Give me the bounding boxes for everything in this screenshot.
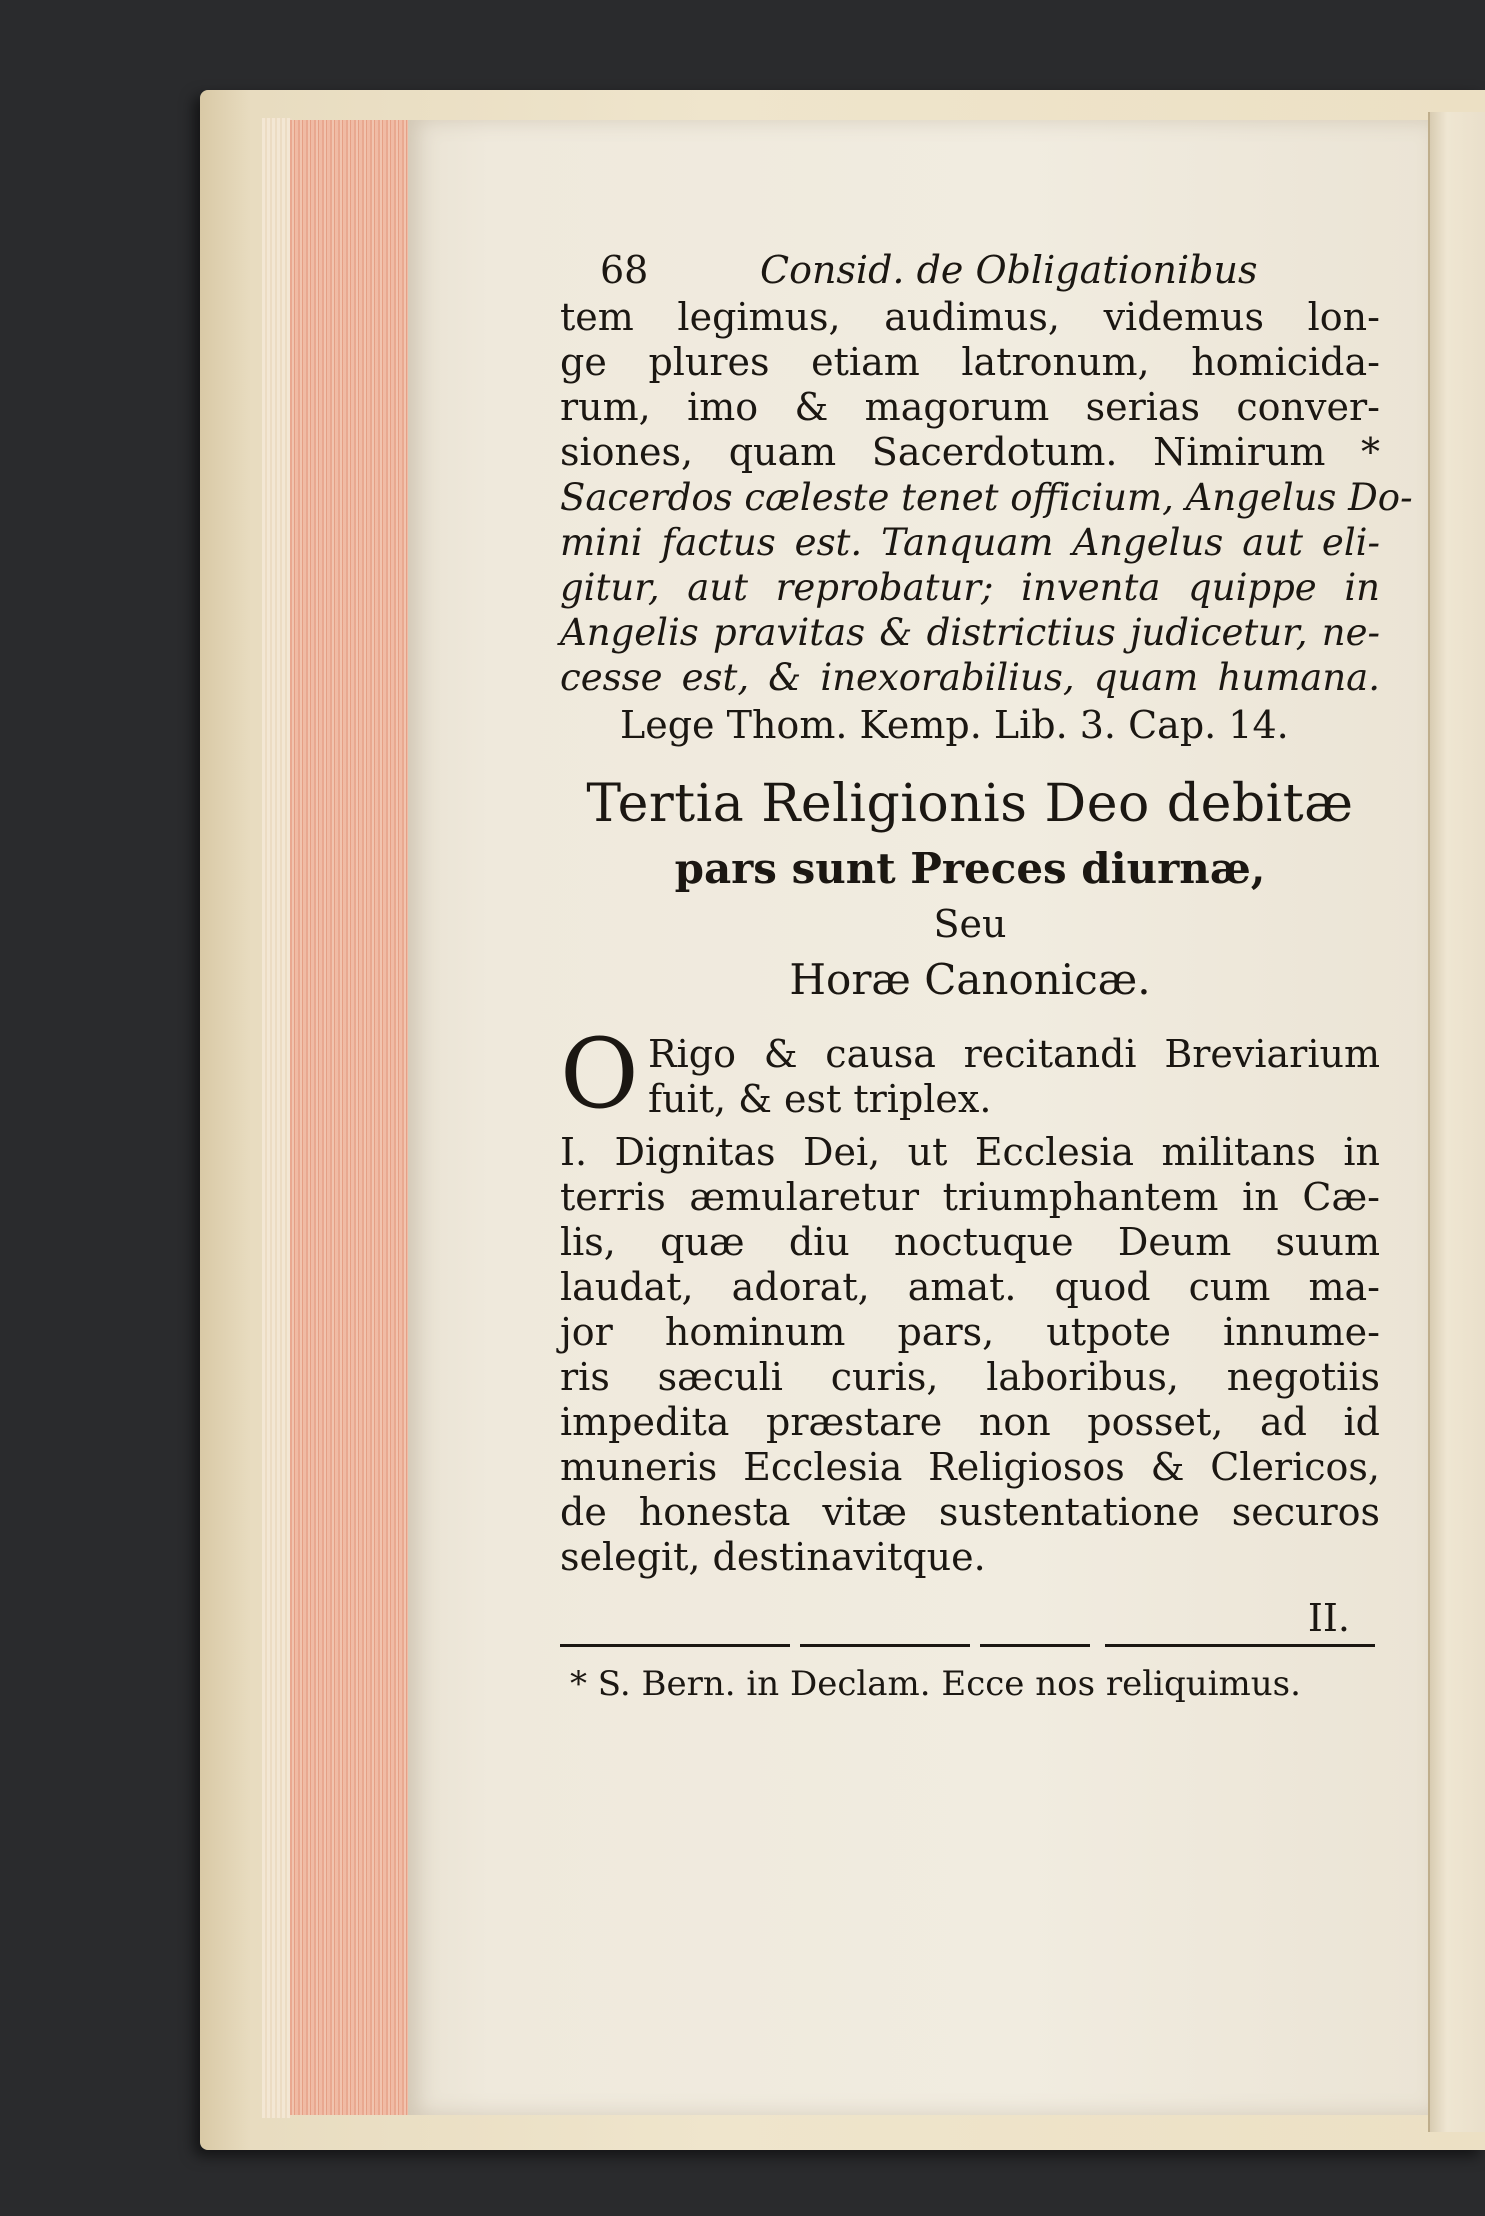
italic-quote-line: gitur, aut reprobatur; inventa quippe in: [560, 566, 1380, 609]
text-line: laudat, adorat, amat. quod cum ma-: [560, 1265, 1380, 1309]
italic-quote-line: Sacerdos cæleste tenet officium, Angelus Do-: [560, 476, 1413, 519]
section-heading-title: Horæ Canonicæ.: [789, 955, 1151, 1004]
citation-reference: Lege Thom. Kemp. Lib. 3. Cap. 14.: [620, 703, 1289, 747]
footnote: * S. Bern. in Declam. Ecce nos reliquimus.: [570, 1664, 1301, 1704]
text-line: ge plures etiam latronum, homicida-: [560, 340, 1380, 384]
text-line: selegit, destinavitque.: [560, 1535, 986, 1579]
section-heading: Tertia Religionis Deo debitæ: [586, 774, 1354, 834]
drop-cap: O: [560, 1018, 639, 1130]
paragraph-2: [560, 1130, 1380, 1580]
running-title: Consid. de Obligationibus: [760, 248, 1258, 292]
section-heading-connector: Seu: [933, 902, 1007, 946]
red-page-edges: [290, 120, 408, 2115]
text-line: lis, quæ diu noctuque Deum suum: [560, 1220, 1380, 1264]
text-line: fuit, & est triplex.: [648, 1077, 992, 1121]
page-text: [560, 245, 1413, 1708]
italic-quote-line: mini factus est. Tanquam Angelus aut eli-: [560, 521, 1380, 564]
page-number: 68: [600, 248, 649, 292]
footnote-separator: [560, 1594, 1380, 1652]
section-subheading: pars sunt Preces diurnæ,: [674, 844, 1266, 893]
italic-quote-line: cesse est, & inexorabilius, quam humana.: [560, 656, 1380, 699]
text-line: siones, quam Sacerdotum. Nimirum *: [560, 430, 1380, 474]
text-line: terris æmularetur triumphantem in Cæ-: [560, 1175, 1380, 1219]
footnote-rule: [560, 1644, 1380, 1648]
page-stack: [262, 118, 292, 2118]
facing-page-edge: [1428, 112, 1485, 2132]
opening-paragraph: [560, 1018, 1380, 1130]
italic-quote-line: Angelis pravitas & districtius judicetur, ne-: [560, 611, 1380, 654]
running-head: [560, 245, 1380, 295]
text-line: de honesta vitæ sustentatione securos: [560, 1490, 1380, 1534]
text-line: jor hominum pars, utpote innume-: [560, 1310, 1380, 1354]
text-line: ris sæculi curis, laboribus, negotiis: [560, 1355, 1380, 1399]
paragraph-1: [560, 295, 1413, 750]
text-line: I. Dignitas Dei, ut Ecclesia militans in: [560, 1130, 1380, 1174]
text-line: rum, imo & magorum serias conver-: [560, 385, 1380, 429]
text-line: muneris Ecclesia Religiosos & Clericos,: [560, 1445, 1380, 1489]
text-line: tem legimus, audimus, videmus lon-: [560, 295, 1380, 339]
text-line: Rigo & causa recitandi Breviarium: [648, 1032, 1380, 1076]
text-line: impedita præstare non posset, ad id: [560, 1400, 1380, 1444]
catchword: II.: [1307, 1596, 1350, 1640]
